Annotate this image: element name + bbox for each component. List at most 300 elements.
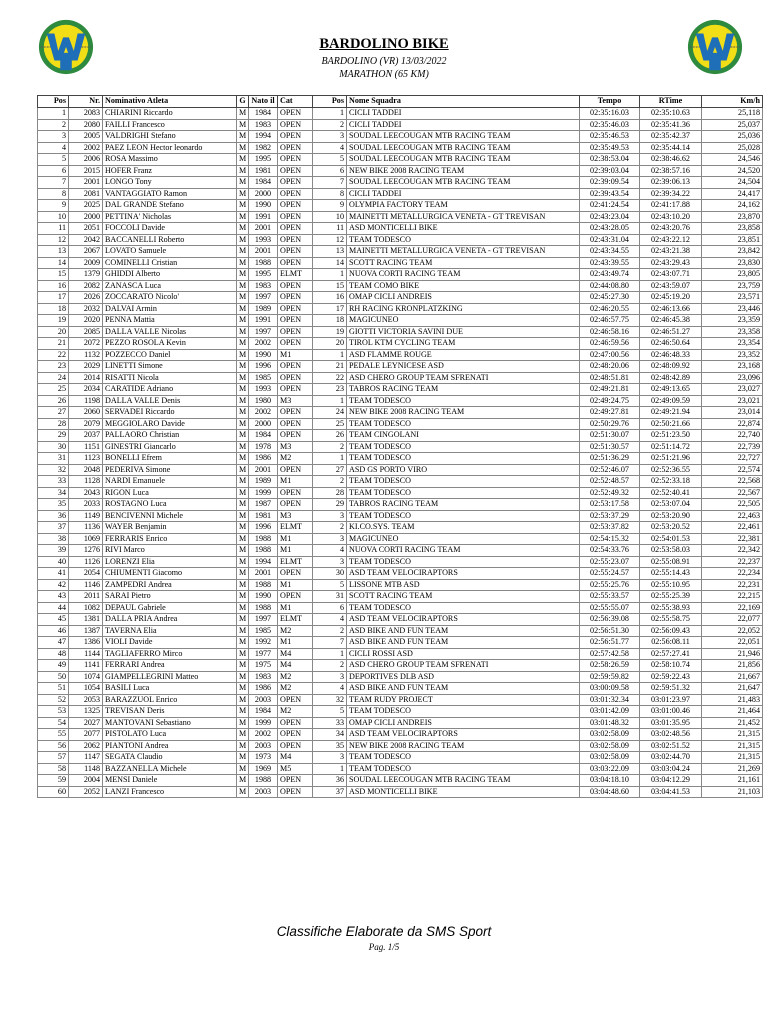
cell-time: 02:54:15.32	[580, 533, 640, 545]
cell-cat-pos: 29	[313, 499, 347, 511]
cell-bib: 2062	[69, 740, 103, 752]
cell-born: 1993	[249, 384, 278, 396]
cell-bib: 1128	[69, 476, 103, 488]
cell-gender: M	[237, 211, 249, 223]
cell-category: OPEN	[278, 131, 313, 143]
cell-pos: 20	[38, 326, 69, 338]
cell-rtime: 02:48:09.92	[640, 361, 702, 373]
cell-team: TEAM TODESCO	[347, 602, 580, 614]
cell-category: OPEN	[278, 119, 313, 131]
cell-gender: M	[237, 407, 249, 419]
cell-gender: M	[237, 303, 249, 315]
table-row	[38, 510, 763, 522]
cell-gender: M	[237, 579, 249, 591]
cell-category: M3	[278, 441, 313, 453]
cell-time: 02:46:58.16	[580, 326, 640, 338]
cell-speed: 21,315	[702, 729, 763, 741]
cell-bib: 2082	[69, 280, 103, 292]
cell-rtime: 02:57:27.41	[640, 648, 702, 660]
cell-bib: 1387	[69, 625, 103, 637]
cell-born: 1989	[249, 303, 278, 315]
cell-pos: 22	[38, 349, 69, 361]
cell-rtime: 02:46:50.64	[640, 338, 702, 350]
table-row	[38, 625, 763, 637]
cell-cat-pos: 1	[313, 453, 347, 465]
cell-athlete: DALLA VALLE Nicolas	[103, 326, 237, 338]
cell-team: SOUDAL LEECOUGAN MTB RACING TEAM	[347, 775, 580, 787]
cell-pos: 51	[38, 683, 69, 695]
cell-category: OPEN	[278, 303, 313, 315]
cell-speed: 22,342	[702, 545, 763, 557]
cell-pos: 13	[38, 246, 69, 258]
cell-bib: 1146	[69, 579, 103, 591]
cell-gender: M	[237, 269, 249, 281]
table-row	[38, 119, 763, 131]
cell-time: 02:35:46.03	[580, 119, 640, 131]
cell-gender: M	[237, 671, 249, 683]
cell-team: TEAM TODESCO	[347, 752, 580, 764]
cell-rtime: 02:46:45.38	[640, 315, 702, 327]
cell-cat-pos: 3	[313, 131, 347, 143]
cell-athlete: LORENZI Elia	[103, 556, 237, 568]
cell-category: ELMT	[278, 522, 313, 534]
cell-bib: 1144	[69, 648, 103, 660]
cell-pos: 9	[38, 200, 69, 212]
cell-bib: 1082	[69, 602, 103, 614]
cell-rtime: 03:01:00.46	[640, 706, 702, 718]
cell-rtime: 02:49:13.65	[640, 384, 702, 396]
cell-athlete: LANZI Francesco	[103, 786, 237, 798]
cell-athlete: BASILI Luca	[103, 683, 237, 695]
cell-cat-pos: 2	[313, 119, 347, 131]
table-row	[38, 292, 763, 304]
cell-gender: M	[237, 372, 249, 384]
cell-time: 02:56:39.08	[580, 614, 640, 626]
cell-rtime: 03:03:04.24	[640, 763, 702, 775]
cell-born: 1992	[249, 637, 278, 649]
cell-team: NEW BIKE 2008 RACING TEAM	[347, 740, 580, 752]
results-table	[37, 95, 763, 798]
cell-gender: M	[237, 740, 249, 752]
cell-born: 1997	[249, 326, 278, 338]
cell-category: OPEN	[278, 464, 313, 476]
cell-gender: M	[237, 522, 249, 534]
cell-team: ASD CHERO GROUP TEAM SFRENATI	[347, 372, 580, 384]
cell-athlete: FERRARI Andrea	[103, 660, 237, 672]
cell-team: ASD GS PORTO VIRO	[347, 464, 580, 476]
cell-speed: 22,381	[702, 533, 763, 545]
table-row	[38, 257, 763, 269]
cell-team: GIOTTI VICTORIA SAVINI DUE	[347, 326, 580, 338]
cell-athlete: CHIUMENTI Giacomo	[103, 568, 237, 580]
cell-cat-pos: 1	[313, 269, 347, 281]
cell-team: TEAM TODESCO	[347, 441, 580, 453]
cell-born: 1995	[249, 154, 278, 166]
cell-bib: 1198	[69, 395, 103, 407]
cell-speed: 22,052	[702, 625, 763, 637]
cell-cat-pos: 2	[313, 625, 347, 637]
cell-cat-pos: 1	[313, 763, 347, 775]
cell-bib: 2033	[69, 499, 103, 511]
cell-gender: M	[237, 614, 249, 626]
cell-team: TABROS RACING TEAM	[347, 384, 580, 396]
cell-speed: 24,520	[702, 165, 763, 177]
cell-bib: 2042	[69, 234, 103, 246]
cell-rtime: 02:43:59.07	[640, 280, 702, 292]
cell-speed: 23,830	[702, 257, 763, 269]
cell-gender: M	[237, 717, 249, 729]
cell-category: OPEN	[278, 211, 313, 223]
cell-team: ASD BIKE AND FUN TEAM	[347, 625, 580, 637]
cell-cat-pos: 3	[313, 510, 347, 522]
cell-gender: M	[237, 338, 249, 350]
cell-cat-pos: 3	[313, 556, 347, 568]
table-row	[38, 637, 763, 649]
cell-bib: 2080	[69, 119, 103, 131]
cell-pos: 52	[38, 694, 69, 706]
cell-team: TEAM TODESCO	[347, 476, 580, 488]
cell-speed: 22,568	[702, 476, 763, 488]
cell-born: 2002	[249, 338, 278, 350]
cell-gender: M	[237, 510, 249, 522]
cell-pos: 43	[38, 591, 69, 603]
cell-athlete: HOFER Franz	[103, 165, 237, 177]
cell-pos: 49	[38, 660, 69, 672]
cell-rtime: 02:43:21.38	[640, 246, 702, 258]
cell-athlete: RIVI Marco	[103, 545, 237, 557]
cell-pos: 56	[38, 740, 69, 752]
cell-category: M3	[278, 510, 313, 522]
cell-team: SOUDAL LEECOUGAN MTB RACING TEAM	[347, 177, 580, 189]
cell-category: M5	[278, 763, 313, 775]
cell-rtime: 02:51:14.72	[640, 441, 702, 453]
cell-category: OPEN	[278, 234, 313, 246]
cell-rtime: 02:46:51.27	[640, 326, 702, 338]
col-header-cat: Cat	[278, 96, 313, 108]
cell-speed: 25,118	[702, 108, 763, 120]
cell-pos: 40	[38, 556, 69, 568]
cell-team: SCOTT RACING TEAM	[347, 257, 580, 269]
cell-pos: 7	[38, 177, 69, 189]
cell-athlete: RISATTI Nicola	[103, 372, 237, 384]
cell-cat-pos: 1	[313, 648, 347, 660]
cell-category: OPEN	[278, 292, 313, 304]
cell-born: 1975	[249, 660, 278, 672]
cell-team: SCOTT RACING TEAM	[347, 591, 580, 603]
cell-gender: M	[237, 315, 249, 327]
cell-born: 1996	[249, 361, 278, 373]
cell-speed: 22,234	[702, 568, 763, 580]
cell-bib: 2072	[69, 338, 103, 350]
cell-category: OPEN	[278, 775, 313, 787]
cell-bib: 2083	[69, 108, 103, 120]
cell-team: ASD CHERO GROUP TEAM SFRENATI	[347, 660, 580, 672]
table-row	[38, 441, 763, 453]
cell-athlete: FOCCOLI Davide	[103, 223, 237, 235]
cell-team: OMAP CICLI ANDREIS	[347, 717, 580, 729]
table-row	[38, 234, 763, 246]
cell-category: M2	[278, 625, 313, 637]
cell-gender: M	[237, 395, 249, 407]
cell-born: 1994	[249, 131, 278, 143]
cell-team: NUOVA CORTI RACING TEAM	[347, 269, 580, 281]
cell-gender: M	[237, 246, 249, 258]
cell-gender: M	[237, 775, 249, 787]
cell-category: OPEN	[278, 568, 313, 580]
cell-cat-pos: 25	[313, 418, 347, 430]
cell-athlete: NARDI Emanuele	[103, 476, 237, 488]
cell-speed: 23,571	[702, 292, 763, 304]
cell-cat-pos: 6	[313, 165, 347, 177]
cell-pos: 4	[38, 142, 69, 154]
cell-speed: 22,874	[702, 418, 763, 430]
table-row	[38, 752, 763, 764]
cell-bib: 2037	[69, 430, 103, 442]
cell-athlete: DALLA PRIA Andrea	[103, 614, 237, 626]
cell-pos: 11	[38, 223, 69, 235]
cell-gender: M	[237, 637, 249, 649]
cell-speed: 22,237	[702, 556, 763, 568]
cell-speed: 24,162	[702, 200, 763, 212]
cell-speed: 23,851	[702, 234, 763, 246]
table-row	[38, 706, 763, 718]
cell-athlete: MEGGIOLARO Davide	[103, 418, 237, 430]
cell-speed: 22,727	[702, 453, 763, 465]
cell-athlete: PAEZ LEON Hector leonardo	[103, 142, 237, 154]
cell-born: 1999	[249, 717, 278, 729]
cell-cat-pos: 32	[313, 694, 347, 706]
cell-category: OPEN	[278, 257, 313, 269]
cell-rtime: 02:39:34.22	[640, 188, 702, 200]
cell-time: 02:55:23.07	[580, 556, 640, 568]
cell-athlete: COMINELLI Cristian	[103, 257, 237, 269]
cell-time: 02:47:00.56	[580, 349, 640, 361]
cell-athlete: PIANTONI Andrea	[103, 740, 237, 752]
cell-cat-pos: 20	[313, 338, 347, 350]
cell-team: ASD FLAMME ROUGE	[347, 349, 580, 361]
cell-born: 1973	[249, 752, 278, 764]
cell-team: TEAM TODESCO	[347, 510, 580, 522]
cell-rtime: 02:41:17.88	[640, 200, 702, 212]
table-row	[38, 717, 763, 729]
cell-bib: 1136	[69, 522, 103, 534]
cell-born: 1983	[249, 280, 278, 292]
cell-gender: M	[237, 361, 249, 373]
cell-rtime: 02:43:10.20	[640, 211, 702, 223]
cell-time: 02:49:24.75	[580, 395, 640, 407]
page-number: Pag. 1/5	[368, 942, 400, 952]
table-row	[38, 499, 763, 511]
cell-bib: 1054	[69, 683, 103, 695]
cell-cat-pos: 2	[313, 522, 347, 534]
cell-speed: 23,168	[702, 361, 763, 373]
table-row	[38, 246, 763, 258]
cell-rtime: 02:38:46.62	[640, 154, 702, 166]
cell-pos: 6	[38, 165, 69, 177]
cell-athlete: TAGLIAFERRO Mirco	[103, 648, 237, 660]
cell-athlete: TREVISAN Deris	[103, 706, 237, 718]
cell-bib: 1074	[69, 671, 103, 683]
cell-gender: M	[237, 694, 249, 706]
cell-team: DEPORTIVES DLB ASD	[347, 671, 580, 683]
cell-team: ASD BIKE AND FUN TEAM	[347, 637, 580, 649]
cell-cat-pos: 3	[313, 671, 347, 683]
cell-rtime: 03:02:51.52	[640, 740, 702, 752]
table-row	[38, 211, 763, 223]
cell-pos: 47	[38, 637, 69, 649]
cell-cat-pos: 22	[313, 372, 347, 384]
cell-bib: 2051	[69, 223, 103, 235]
cell-bib: 1381	[69, 614, 103, 626]
cell-bib: 2004	[69, 775, 103, 787]
cell-gender: M	[237, 441, 249, 453]
cell-rtime: 02:53:58.03	[640, 545, 702, 557]
table-row	[38, 740, 763, 752]
cell-born: 1987	[249, 499, 278, 511]
cell-speed: 24,417	[702, 188, 763, 200]
cell-pos: 60	[38, 786, 69, 798]
table-row	[38, 556, 763, 568]
cell-athlete: BAZZANELLA Michele	[103, 763, 237, 775]
cell-speed: 22,051	[702, 637, 763, 649]
cell-team: TEAM TODESCO	[347, 487, 580, 499]
table-row	[38, 476, 763, 488]
cell-category: OPEN	[278, 694, 313, 706]
cell-rtime: 02:56:08.11	[640, 637, 702, 649]
cell-born: 1988	[249, 775, 278, 787]
cell-gender: M	[237, 729, 249, 741]
cell-born: 1991	[249, 315, 278, 327]
cell-cat-pos: 26	[313, 430, 347, 442]
cell-cat-pos: 33	[313, 717, 347, 729]
cell-time: 03:02:58.09	[580, 729, 640, 741]
cell-time: 02:41:24.54	[580, 200, 640, 212]
cell-bib: 2027	[69, 717, 103, 729]
cell-bib: 2054	[69, 568, 103, 580]
cell-rtime: 02:35:10.63	[640, 108, 702, 120]
cell-time: 02:55:33.57	[580, 591, 640, 603]
cell-speed: 22,505	[702, 499, 763, 511]
cell-speed: 22,567	[702, 487, 763, 499]
cell-category: OPEN	[278, 326, 313, 338]
cell-category: OPEN	[278, 246, 313, 258]
cell-speed: 22,231	[702, 579, 763, 591]
cell-speed: 23,870	[702, 211, 763, 223]
cell-pos: 37	[38, 522, 69, 534]
cell-speed: 21,269	[702, 763, 763, 775]
cell-rtime: 02:51:21.96	[640, 453, 702, 465]
cell-time: 02:54:33.76	[580, 545, 640, 557]
cell-gender: M	[237, 556, 249, 568]
cell-cat-pos: 13	[313, 246, 347, 258]
cell-speed: 21,161	[702, 775, 763, 787]
cell-pos: 32	[38, 464, 69, 476]
cell-speed: 23,027	[702, 384, 763, 396]
cell-team: TEAM TODESCO	[347, 418, 580, 430]
cell-born: 1985	[249, 625, 278, 637]
cell-category: OPEN	[278, 223, 313, 235]
cell-cat-pos: 4	[313, 683, 347, 695]
cell-time: 02:53:37.82	[580, 522, 640, 534]
cell-bib: 2026	[69, 292, 103, 304]
cell-born: 2001	[249, 568, 278, 580]
cell-pos: 35	[38, 499, 69, 511]
table-row	[38, 280, 763, 292]
cell-team: LISSONE MTB ASD	[347, 579, 580, 591]
cell-time: 02:43:23.04	[580, 211, 640, 223]
cell-team: TEAM TODESCO	[347, 706, 580, 718]
cell-gender: M	[237, 292, 249, 304]
cell-gender: M	[237, 533, 249, 545]
table-row	[38, 683, 763, 695]
cell-category: M2	[278, 683, 313, 695]
cell-born: 1988	[249, 533, 278, 545]
cell-cat-pos: 5	[313, 706, 347, 718]
cell-cat-pos: 1	[313, 108, 347, 120]
table-row	[38, 430, 763, 442]
cell-cat-pos: 17	[313, 303, 347, 315]
cell-category: M1	[278, 579, 313, 591]
cell-team: TABROS RACING TEAM	[347, 499, 580, 511]
cell-rtime: 02:43:07.71	[640, 269, 702, 281]
cell-cat-pos: 28	[313, 487, 347, 499]
cell-category: M1	[278, 545, 313, 557]
cell-pos: 44	[38, 602, 69, 614]
cell-speed: 21,315	[702, 752, 763, 764]
table-row	[38, 418, 763, 430]
col-header-speed: Km/h	[702, 96, 763, 108]
cell-pos: 54	[38, 717, 69, 729]
table-row	[38, 177, 763, 189]
cell-time: 02:38:53.04	[580, 154, 640, 166]
cell-gender: M	[237, 177, 249, 189]
cell-cat-pos: 10	[313, 211, 347, 223]
cell-athlete: GIAMPELLEGRINI Matteo	[103, 671, 237, 683]
col-header-team: Nome Squadra	[347, 96, 580, 108]
cell-rtime: 02:52:36.55	[640, 464, 702, 476]
cell-born: 1999	[249, 487, 278, 499]
cell-pos: 48	[38, 648, 69, 660]
cell-time: 02:56:51.30	[580, 625, 640, 637]
event-place-date: BARDOLINO (VR) 13/03/2022	[321, 56, 447, 67]
table-row	[38, 579, 763, 591]
cell-rtime: 03:01:35.95	[640, 717, 702, 729]
cell-team: MAGICUNEO	[347, 315, 580, 327]
cell-born: 1990	[249, 591, 278, 603]
cell-bib: 2048	[69, 464, 103, 476]
cell-bib: 2005	[69, 131, 103, 143]
cell-time: 02:52:46.07	[580, 464, 640, 476]
table-row	[38, 591, 763, 603]
cell-athlete: SEGATA Claudio	[103, 752, 237, 764]
cell-cat-pos: 3	[313, 533, 347, 545]
cell-born: 1981	[249, 165, 278, 177]
cell-athlete: ROSA Massimo	[103, 154, 237, 166]
cell-team: TEAM TODESCO	[347, 453, 580, 465]
cell-gender: M	[237, 763, 249, 775]
cell-born: 2000	[249, 188, 278, 200]
cell-team: ASD MONTICELLI BIKE	[347, 786, 580, 798]
cell-rtime: 03:02:44.70	[640, 752, 702, 764]
cell-time: 02:39:09.54	[580, 177, 640, 189]
cell-rtime: 02:54:01.53	[640, 533, 702, 545]
cell-rtime: 02:52:40.41	[640, 487, 702, 499]
cell-team: TEAM TODESCO	[347, 763, 580, 775]
cell-bib: 2015	[69, 165, 103, 177]
table-row	[38, 775, 763, 787]
cell-athlete: PALLAORO Christian	[103, 430, 237, 442]
cell-category: M2	[278, 453, 313, 465]
